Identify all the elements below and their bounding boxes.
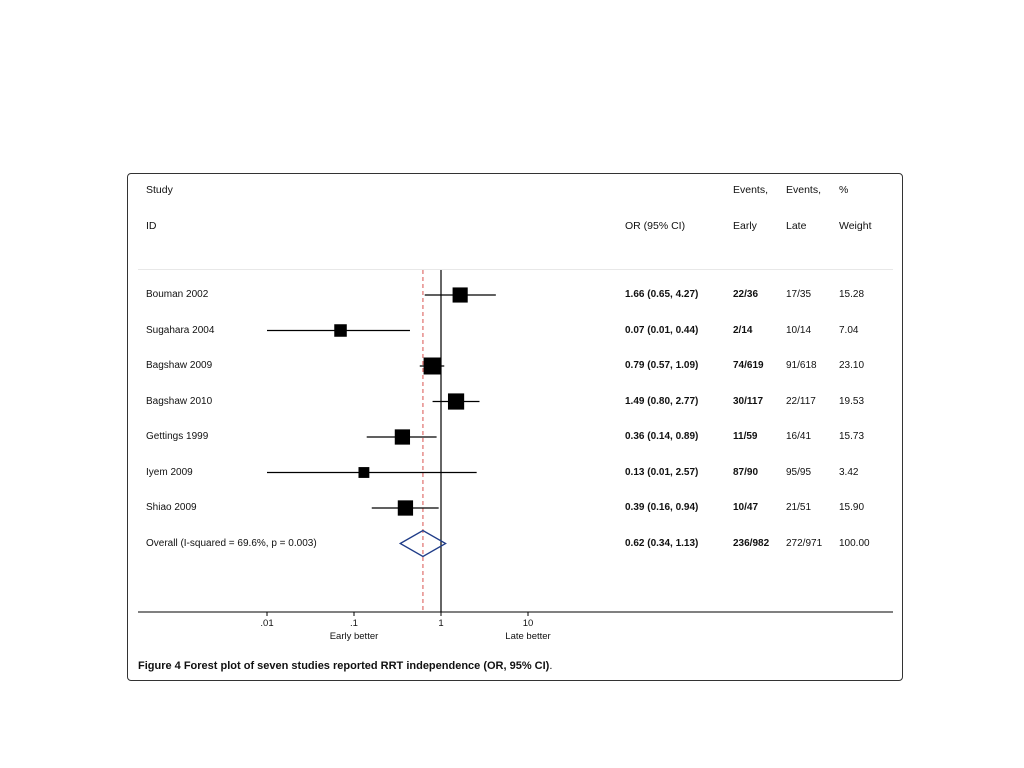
overall-or-ci: 0.62 (0.34, 1.13) xyxy=(625,537,699,549)
header-events-late: Events, xyxy=(786,184,822,196)
caption-text: Figure 4 Forest plot of seven studies reported RRT independence (OR, 95% CI) xyxy=(138,660,550,672)
events-early: 74/619 xyxy=(733,360,764,371)
overall-events-late: 272/971 xyxy=(786,537,823,549)
x-direction-label: Late better xyxy=(505,631,551,642)
weight-value: 19.53 xyxy=(839,395,865,407)
header-events-early: Events, xyxy=(733,184,769,196)
x-tick-label: 1 xyxy=(438,618,444,629)
or-ci-value: 0.13 (0.01, 2.57) xyxy=(625,466,699,478)
point-estimate-square xyxy=(448,393,464,409)
caption-period: . xyxy=(549,660,553,672)
header-id: ID xyxy=(146,220,157,232)
point-estimate-square xyxy=(453,287,468,302)
events-early: 10/47 xyxy=(733,502,759,513)
events-early: 87/90 xyxy=(733,466,759,478)
events-late: 21/51 xyxy=(786,502,812,513)
events-late: 10/14 xyxy=(786,324,812,336)
events-late: 16/41 xyxy=(786,431,812,442)
overall-weight: 100.00 xyxy=(839,537,870,549)
forest-plot-figure xyxy=(127,173,903,681)
or-ci-value: 0.79 (0.57, 1.09) xyxy=(625,360,699,371)
events-early: 22/36 xyxy=(733,289,759,300)
header-or-ci: OR (95% CI) xyxy=(625,220,686,232)
overall-events-early: 236/982 xyxy=(733,537,770,549)
events-early: 30/117 xyxy=(733,395,764,407)
weight-value: 15.90 xyxy=(839,502,865,513)
or-ci-value: 0.39 (0.16, 0.94) xyxy=(625,502,699,513)
study-id: Bagshaw 2009 xyxy=(146,360,213,371)
weight-value: 15.73 xyxy=(839,431,865,442)
forest-plot xyxy=(128,174,904,682)
study-id: Bouman 2002 xyxy=(146,289,209,300)
weight-value: 3.42 xyxy=(839,466,859,478)
header-late: Late xyxy=(786,220,807,232)
events-early: 2/14 xyxy=(733,324,753,336)
x-tick-label: .1 xyxy=(350,618,358,629)
study-id: Gettings 1999 xyxy=(146,431,209,442)
or-ci-value: 0.07 (0.01, 0.44) xyxy=(625,324,699,336)
or-ci-value: 1.49 (0.80, 2.77) xyxy=(625,395,699,407)
weight-value: 7.04 xyxy=(839,324,859,336)
overall-label: Overall (I-squared = 69.6%, p = 0.003) xyxy=(146,537,317,549)
events-late: 95/95 xyxy=(786,466,812,478)
study-id: Shiao 2009 xyxy=(146,502,197,513)
study-id: Iyem 2009 xyxy=(146,466,193,478)
point-estimate-square xyxy=(424,358,441,375)
point-estimate-square xyxy=(334,324,347,337)
weight-value: 15.28 xyxy=(839,289,865,300)
header-early: Early xyxy=(733,220,757,232)
header-study: Study xyxy=(146,184,173,196)
or-ci-value: 0.36 (0.14, 0.89) xyxy=(625,431,699,442)
figure-caption xyxy=(138,660,552,672)
study-id: Bagshaw 2010 xyxy=(146,395,213,407)
x-tick-label: 10 xyxy=(522,618,534,629)
events-early: 11/59 xyxy=(733,431,758,442)
point-estimate-square xyxy=(395,429,410,444)
header-weight: Weight xyxy=(839,220,872,232)
header-percent: % xyxy=(839,184,849,196)
or-ci-value: 1.66 (0.65, 4.27) xyxy=(625,289,699,300)
x-direction-label: Early better xyxy=(329,631,379,642)
point-estimate-square xyxy=(358,467,369,478)
study-id: Sugahara 2004 xyxy=(146,324,215,336)
weight-value: 23.10 xyxy=(839,360,865,371)
events-late: 17/35 xyxy=(786,289,812,300)
events-late: 22/117 xyxy=(786,395,816,407)
x-tick-label: .01 xyxy=(260,618,274,629)
point-estimate-square xyxy=(398,500,413,515)
events-late: 91/618 xyxy=(786,360,817,371)
